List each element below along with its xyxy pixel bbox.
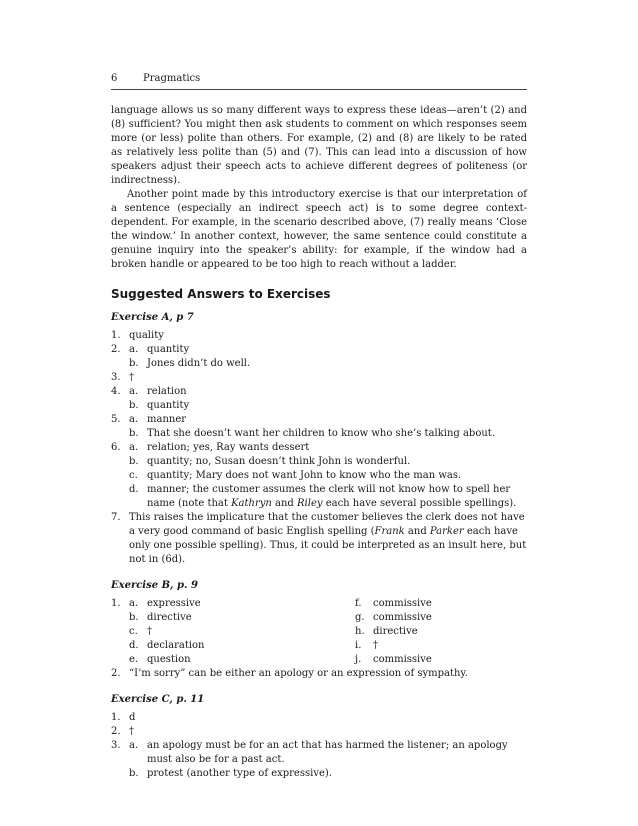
list-item: j. commissive	[355, 654, 432, 665]
page	[111, 72, 527, 781]
list-item: c. quantity; Mary does not want John to know who the man was.	[129, 470, 462, 481]
list-item: 1. quality	[111, 330, 164, 341]
exercise-b-right-column	[355, 597, 527, 667]
intro-paragraph-1: language allows us so many different ways to express these ideas—aren’t (2) and (8) sufficient? You might then ask students to comment on which responses seem more (or less) polite than others. For example, (2) and (8) are likely to be rated as relatively less polite than (5) and (7). This can lead into a discussion of how speakers adjust their speech acts to achieve different degrees of politeness (or indirectness).	[111, 105, 527, 186]
list-item: b. That she doesn’t want her children to know who she’s talking about.	[129, 428, 495, 439]
item-6d-text: manner; the customer assumes the clerk will not know how to spell her name (note that Kathryn and Riley each have several possible spellings).	[147, 484, 517, 509]
list-item: 2. a. quantity	[111, 344, 190, 355]
running-header	[111, 72, 527, 90]
exercise-b-title: Exercise B, p. 9	[111, 580, 198, 591]
list-item: 6. a. relation; yes, Ray wants dessert	[111, 442, 310, 453]
running-title: Pragmatics	[143, 73, 201, 84]
list-item: 3. a. an apology must be for an act that has harmed the listener; an apology must also be for a past act.	[111, 740, 508, 765]
list-item: 7. This raises the implicature that the customer believes the clerk does not have a very good command of basic English spelling (Frank and Parker each have only one possible spelling). Thus, it could be interpreted as an insult here, but not in (6d).	[111, 512, 527, 565]
section-title: Suggested Answers to Exercises	[111, 287, 331, 301]
list-item: b. protest (another type of expressive).	[129, 768, 332, 779]
intro-text	[111, 104, 527, 272]
list-item: a. expressive	[129, 598, 201, 609]
list-item: 5. a. manner	[111, 414, 187, 425]
list-item: h. directive	[355, 626, 418, 637]
list-item: 2. “I’m sorry” can be either an apology or an expression of sympathy.	[111, 668, 468, 679]
exercise-a-list	[111, 329, 527, 567]
list-item: 1. d	[111, 712, 136, 723]
list-item: d. manner; the customer assumes the clerk will not know how to spell her name (note that Kathryn and Riley each have several possible spellings).	[111, 483, 527, 511]
list-item: d. declaration	[129, 640, 205, 651]
list-item: b. quantity	[129, 400, 190, 411]
list-item: c. †	[129, 626, 152, 637]
list-item: g. commissive	[355, 612, 432, 623]
exercise-a-title: Exercise A, p 7	[111, 312, 194, 323]
exercise-c-title: Exercise C, p. 11	[111, 694, 205, 705]
list-item: e. question	[129, 654, 191, 665]
list-item: f. commissive	[355, 598, 432, 609]
list-item: b. directive	[129, 612, 192, 623]
list-item: 4. a. relation	[111, 386, 187, 397]
exercise-b-list	[111, 597, 527, 681]
exercise-c-list	[111, 711, 527, 781]
list-item: 3. †	[111, 372, 134, 383]
list-item: b. quantity; no, Susan doesn’t think John is wonderful.	[129, 456, 411, 467]
list-item: i. †	[355, 640, 378, 651]
item-7-text: This raises the implicature that the customer believes the clerk does not have a very good command of basic English spelling (Frank and Parker each have only one possible spelling). Thus, it could be interpreted as an insult here, but not in (6d).	[129, 512, 527, 565]
list-item: 2. †	[111, 726, 134, 737]
list-item: 1. a. expressive b. directive c. † d. declaration e. question f. commissive g. commissive h. directive i. † j. commissive	[111, 597, 527, 667]
page-number: 6	[111, 73, 118, 84]
exercise-b-left-column	[129, 597, 355, 667]
list-item: b. Jones didn’t do well.	[129, 358, 251, 369]
intro-paragraph-2: Another point made by this introductory exercise is that our interpretation of a sentence (especially an indirect speech act) is to some degree context-dependent. For example, in the scenario described above, (7) really means ‘Close the window.’ In another context, however, the same sentence could constitute a genuine inquiry into the speaker’s ability: for example, if the window had a broken handle or appeared to be too high to reach without a ladder.	[111, 189, 527, 270]
